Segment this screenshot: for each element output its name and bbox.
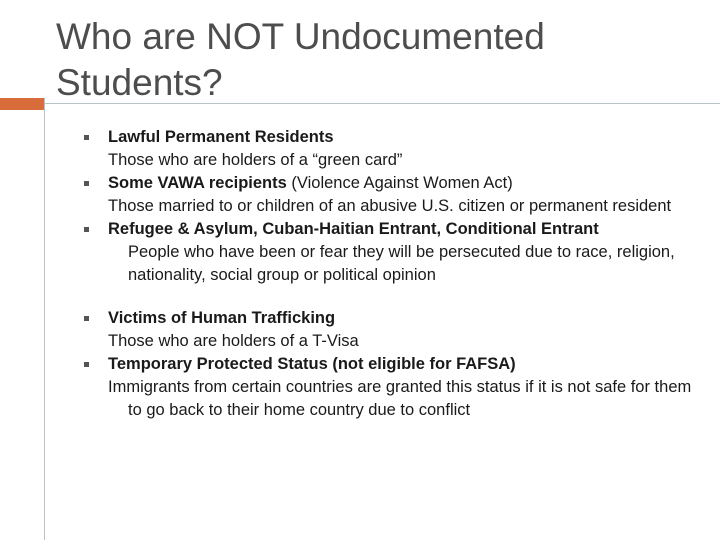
vertical-rule <box>44 98 45 540</box>
item-description: People who have been or fear they will be persecuted due to race, religion, nationality, social group or political opinion <box>128 243 675 284</box>
item-heading-bold: Some VAWA recipients <box>108 174 287 192</box>
title-line-2: Students? <box>56 62 223 103</box>
item-heading-rest: (Violence Against Women Act) <box>286 174 513 192</box>
square-bullet-icon <box>84 316 89 321</box>
item-heading-bold: Temporary Protected Status (not eligible for FAFSA) <box>108 355 516 373</box>
item-heading <box>108 126 704 149</box>
item-heading-bold: Lawful Permanent Residents <box>108 128 334 146</box>
square-bullet-icon <box>84 135 89 140</box>
list-item <box>84 307 704 353</box>
title-line-1: Who are NOT Undocumented <box>56 16 545 57</box>
item-heading <box>108 307 704 330</box>
square-bullet-icon <box>84 227 89 232</box>
square-bullet-icon <box>84 181 89 186</box>
square-bullet-icon <box>84 362 89 367</box>
item-description: Those who are holders of a “green card” <box>108 151 403 169</box>
list-item <box>84 172 704 218</box>
accent-bar <box>0 98 44 110</box>
list-item <box>84 126 704 172</box>
item-heading <box>108 218 704 241</box>
item-description: Those married to or children of an abusive U.S. citizen or permanent resident <box>108 197 672 215</box>
horizontal-rule <box>44 103 720 104</box>
list-item <box>84 353 704 422</box>
bullet-list <box>84 126 704 422</box>
item-heading-bold: Victims of Human Trafficking <box>108 309 336 327</box>
item-description: Those who are holders of a T-Visa <box>108 332 359 350</box>
item-heading <box>108 172 704 195</box>
spacer <box>84 287 704 307</box>
item-heading-bold: Refugee & Asylum, Cuban-Haitian Entrant, Conditional Entrant <box>108 220 599 238</box>
item-description: Immigrants from certain countries are granted this status if it is not safe for them to go back to their home country due to conflict <box>108 378 692 419</box>
item-heading <box>108 353 704 376</box>
slide-title <box>56 14 616 106</box>
list-item <box>84 218 704 287</box>
